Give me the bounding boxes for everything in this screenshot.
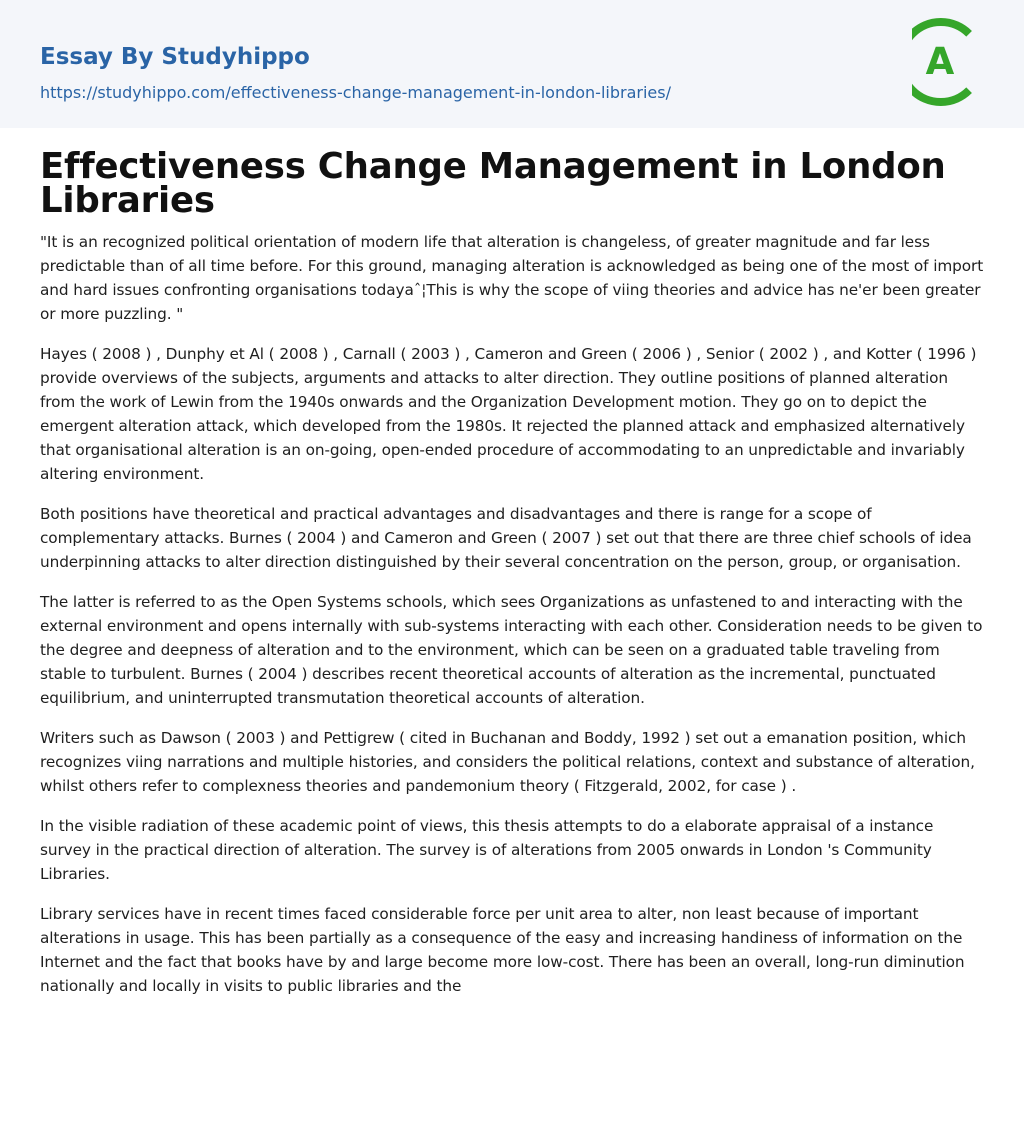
article (0, 146, 1024, 998)
article-title: Effectiveness Change Management in London Libraries (40, 146, 946, 221)
logo-letter: A (925, 40, 955, 83)
source-url-link[interactable]: https://studyhippo.com/effectiveness-change-management-in-london-libraries/ (40, 83, 671, 102)
studyhippo-logo-icon[interactable] (912, 18, 986, 106)
article-paragraph-4: The latter is referred to as the Open Systems schools, which sees Organizations as unfastened to and interacting with the external environment and opens internally with sub-systems interacting with each other. Consideration needs to be given to the degree and deepness of alteration and to the environment, which can be seen on a graduated table traveling from stable to turbulent. Burnes ( 2004 ) describes recent theoretical accounts of alteration as the incremental, punctuated equilibrium, and uninterrupted transmutation theoretical accounts of alteration. (40, 593, 983, 707)
site-brand[interactable]: Essay By Studyhippo (40, 44, 310, 70)
article-paragraph-5: Writers such as Dawson ( 2003 ) and Pettigrew ( cited in Buchanan and Boddy, 1992 ) set out a emanation position, which recognizes viing narrations and multiple histories, and considers the political relations, context and substance of alteration, whilst others refer to complexness theories and pandemonium theory ( Fitzgerald, 2002, for case ) . (40, 729, 975, 795)
article-paragraph-2: Hayes ( 2008 ) , Dunphy et Al ( 2008 ) , Carnall ( 2003 ) , Cameron and Green ( 2006 ) , Senior ( 2002 ) , and Kotter ( 1996 ) provide overviews of the subjects, arguments and attacks to alter direction. They outline positions of planned alteration from the work of Lewin from the 1940s onwards and the Organization Development motion. They go on to depict the emergent alteration attack, which developed from the 1980s. It rejected the planned attack and emphasized alternatively that organisational alteration is an on-going, open-ended procedure of accommodating to an unpredictable and invariably altering environment. (40, 345, 977, 483)
site-header (0, 0, 1024, 128)
article-paragraph-3: Both positions have theoretical and practical advantages and disadvantages and there is range for a scope of complementary attacks. Burnes ( 2004 ) and Cameron and Green ( 2007 ) set out that there are three chief schools of idea underpinning attacks to alter direction distinguished by their several concentration on the person, group, or organisation. (40, 505, 972, 571)
article-paragraph-1: "It is an recognized political orientation of modern life that alteration is changeless, of greater magnitude and far less predictable than of all time before. For this ground, managing alteration is acknowledged as being one of the most of import and hard issues confronting organisations todayaˆ¦This is why the scope of viing theories and advice has ne'er been greater or more puzzling. " (40, 233, 984, 323)
article-paragraph-6: In the visible radiation of these academic point of views, this thesis attempts to do a elaborate appraisal of a instance survey in the practical direction of alteration. The survey is of alterations from 2005 onwards in London 's Community Libraries. (40, 817, 934, 883)
article-paragraph-7: Library services have in recent times faced considerable force per unit area to alter, non least because of important alterations in usage. This has been partially as a consequence of the easy and increasing handiness of information on the Internet and the fact that books have by and large become more low-cost. There has been an overall, long-run diminution nationally and locally in visits to public libraries and the (40, 905, 965, 995)
